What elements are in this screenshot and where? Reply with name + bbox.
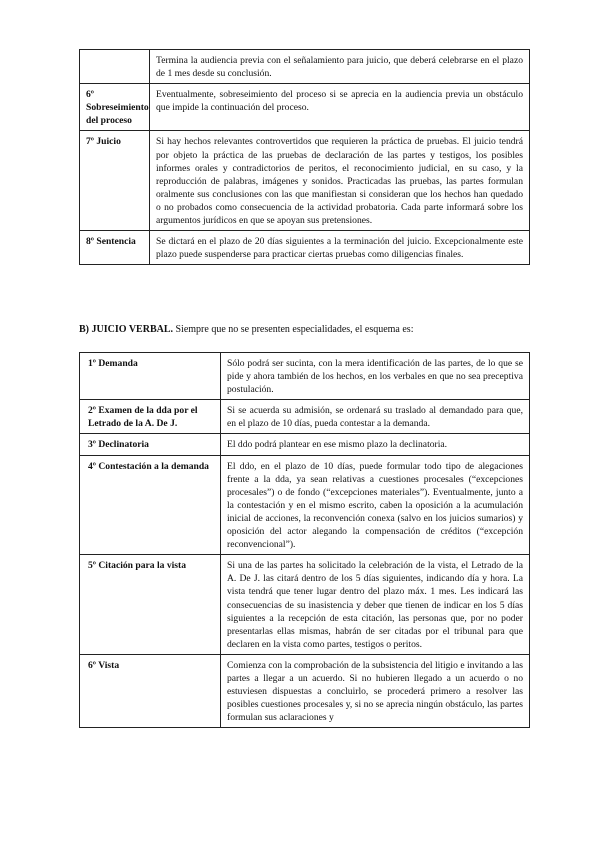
table-row [80, 84, 530, 131]
row-description: Se dictará en el plazo de 20 días siguientes a la terminación del juicio. Excepcionalmente este plazo puede suspenderse para practicar ciertas pruebas como diligencias finales. [150, 231, 530, 265]
row-description: Si se acuerda su admisión, se ordenará su traslado al demandado para que, en el plazo de 10 días, pueda contestar a la demanda. [221, 400, 530, 434]
table-row [80, 654, 530, 727]
row-label: 2º Examen de la dda por el Letrado de la A. De J. [80, 400, 221, 434]
table-row [80, 131, 530, 231]
section-title: B) JUICIO VERBAL. [79, 324, 173, 335]
row-description: Sólo podrá ser sucinta, con la mera identificación de las partes, de lo que se pide y ahora también de los hechos, en los verbales en que no sea preceptiva postulación. [221, 353, 530, 400]
row-label: 3º Declinatoria [80, 434, 221, 455]
row-label: 5º Citación para la vista [80, 555, 221, 655]
table-row [80, 50, 530, 84]
row-description: Eventualmente, sobreseimiento del proceso si se aprecia en la audiencia previa un obstáculo que impide la continuación del proceso. [150, 84, 530, 131]
table-row [80, 555, 530, 655]
table-row [80, 455, 530, 555]
row-label: 6º Sobreseimiento del proceso [80, 84, 150, 131]
row-label: 7º Juicio [80, 131, 150, 231]
table-row [80, 353, 530, 400]
row-label [80, 50, 150, 84]
row-description: Termina la audiencia previa con el señalamiento para juicio, que deberá celebrarse en el plazo de 1 mes desde su conclusión. [150, 50, 530, 84]
table-row [80, 231, 530, 265]
row-label: 6º Vista [80, 654, 221, 727]
procedure-table-ordinario [79, 49, 530, 265]
row-description: El ddo podrá plantear en ese mismo plazo la declinatoria. [221, 434, 530, 455]
section-intro: Siempre que no se presenten especialidades, el esquema es: [173, 324, 414, 335]
row-description: Si hay hechos relevantes controvertidos que requieren la práctica de pruebas. El juicio tendrá por objeto la práctica de las pruebas de declaración de las partes y testigos, los posibles informes orales y contradictorios de peritos, el reconocimiento judicial, en su caso, y la reproducción de palabras, imágenes y sonidos. Practicadas las pruebas, las partes formulan oralmente sus conclusiones con las que manifiestan si consideran que los hechos han quedado o no probados como consecuencia de la actividad probatoria. Cada parte informará sobre los argumentos jurídicos en que se apoyan sus pretensiones. [150, 131, 530, 231]
section-heading-juicio-verbal [79, 323, 413, 336]
row-description: El ddo, en el plazo de 10 días, puede formular todo tipo de alegaciones frente a la dda, ya sean relativas a cuestiones procesales (“excepciones procesales”) o de fondo (“excepciones materiales”). Eventualmente, junto a la contestación y en el mismo escrito, caben la oposición a la acumulación inicial de acciones, la reconvención conexa (salvo en los juicios sumarios) y oposición del actor alegando la compensación de créditos (“excepción reconvencional”). [221, 455, 530, 555]
procedure-table-verbal [79, 352, 530, 728]
row-description: Comienza con la comprobación de la subsistencia del litigio e invitando a las partes a llegar a un acuerdo. Si no hubieren llegado a un acuerdo o no estuviesen dispuestas a concluirlo, se procederá primero a resolver las posibles cuestiones procesales y, si no se aprecia ningún obstáculo, las partes formulan sus aclaraciones y [221, 654, 530, 727]
row-label: 8º Sentencia [80, 231, 150, 265]
table-row [80, 400, 530, 434]
row-label: 4º Contestación a la demanda [80, 455, 221, 555]
table-row [80, 434, 530, 455]
row-description: Si una de las partes ha solicitado la celebración de la vista, el Letrado de la A. De J. las citará dentro de los 5 días siguientes, indicando día y hora. La vista tendrá que tener lugar dentro del plazo máx. 1 mes. Les indicará las consecuencias de su inasistencia y deber que tienen de indicar en los 5 días siguientes a la recepción de esta citación, las personas que, por no poder presentarlas ellas mismas, habrán de ser citadas por el tribunal para que declaren en la vista como partes, testigos o peritos. [221, 555, 530, 655]
row-label: 1º Demanda [80, 353, 221, 400]
